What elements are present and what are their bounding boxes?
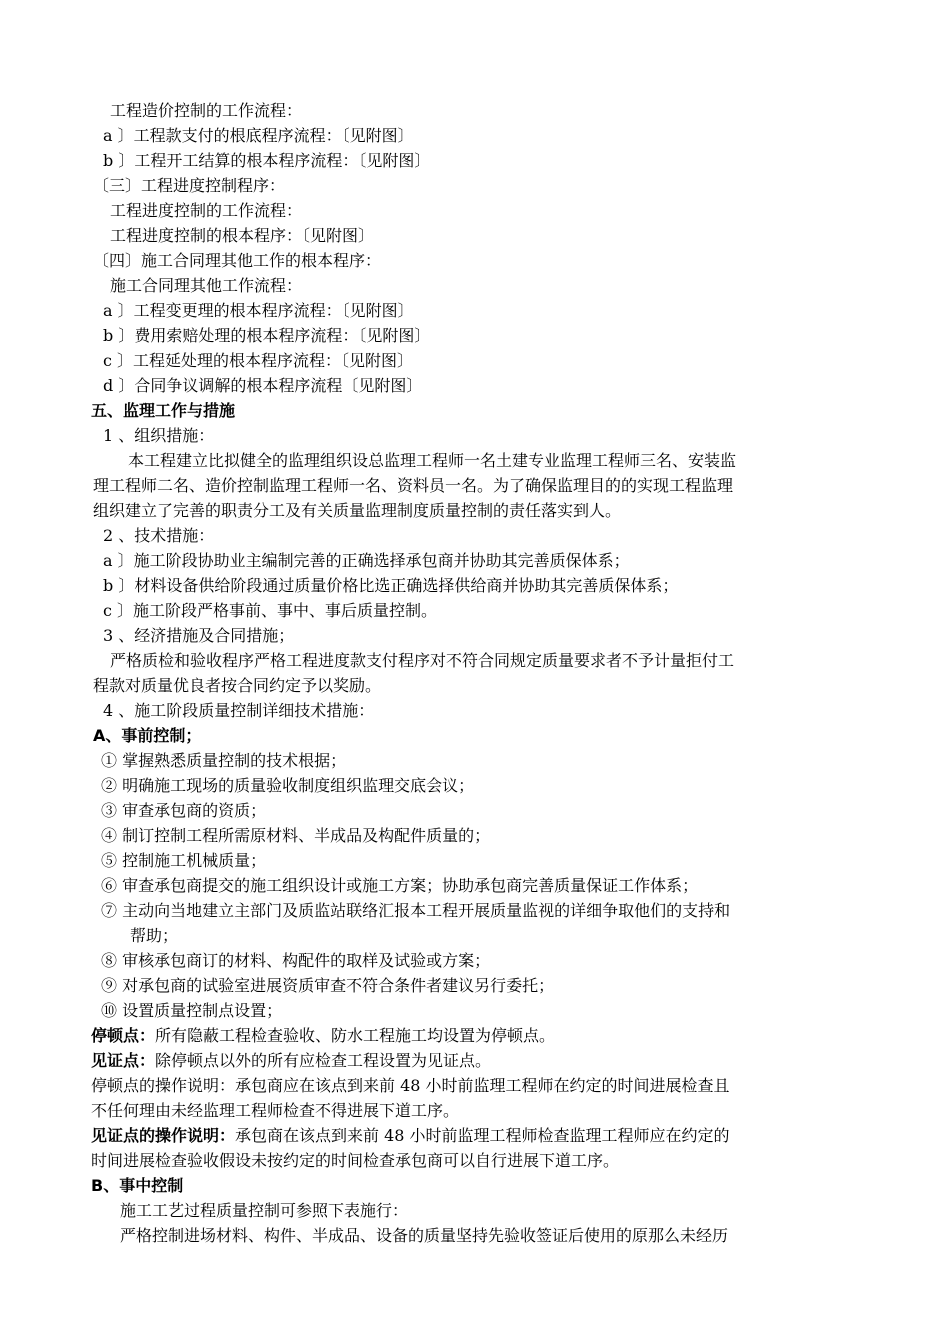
text-line: 严格控制进场材料、构件、半成品、设备的质量坚持先验收签证后使用的原那么未经历	[120, 1226, 729, 1245]
text-line: a 〕工程款支付的根底程序流程：〔见附图〕	[103, 126, 414, 145]
list-item: ⑩ 设置质量控制点设置；	[101, 1001, 283, 1020]
stop-point-text: 所有隐蔽工程检查验收、防水工程施工均设置为停顿点。	[155, 1026, 556, 1045]
text-line: 4 、施工阶段质量控制详细技术措施：	[103, 701, 375, 720]
text-line: c 〕施工阶段严格事前、事中、事后质量控制。	[103, 601, 438, 620]
list-item: ② 明确施工现场的质量验收制度组织监理交底会议；	[101, 776, 475, 795]
witness-point-text: 除停顿点以外的所有应检查工程设置为见证点。	[155, 1051, 492, 1070]
text-line: 组织建立了完善的职责分工及有关质量监理制度质量控制的责任落实到人。	[93, 501, 622, 520]
text-line: 〔三〕工程进度控制程序：	[93, 176, 286, 195]
witness-operation-text: 承包商在该点到来前 48 小时前监理工程师检查监理工程师应在约定的	[235, 1126, 730, 1145]
subsection-heading: B、事中控制	[91, 1176, 184, 1195]
list-item: ④ 制订控制工程所需原材料、半成品及构配件质量的；	[101, 826, 491, 845]
text-line: d 〕合同争议调解的根本程序流程〔见附图〕	[103, 376, 423, 395]
stop-point-label: 停顿点：	[91, 1026, 156, 1045]
text-line: a 〕施工阶段协助业主编制完善的正确选择承包商并协助其完善质保体系；	[103, 551, 630, 570]
list-item: ⑤ 控制施工机械质量；	[101, 851, 267, 870]
text-line: 施工合同理其他工作流程：	[110, 276, 303, 295]
witness-point-label: 见证点：	[91, 1051, 156, 1070]
text-line	[91, 1026, 555, 1046]
text-line	[91, 1126, 730, 1146]
text-line: b 〕材料设备供给阶段通过质量价格比选正确选择供给商并协助其完善质保体系；	[103, 576, 679, 595]
text-line: 程款对质量优良者按合同约定予以奖励。	[93, 676, 382, 695]
text-line: 3 、经济措施及合同措施；	[103, 626, 295, 645]
subsection-heading: A、事前控制；	[93, 726, 202, 745]
text-line: a 〕工程变更理的根本程序流程：〔见附图〕	[103, 301, 414, 320]
text-line: 时间进展检查验收假设未按约定的时间检查承包商可以自行进展下道工序。	[91, 1151, 620, 1170]
text-line: b 〕费用索赔处理的根本程序流程：〔见附图〕	[103, 326, 431, 345]
text-line: 不任何理由未经监理工程师检查不得进展下道工序。	[91, 1101, 460, 1120]
text-line: 理工程师二名、造价控制监理工程师一名、资料员一名。为了确保监理目的的实现工程监理	[93, 476, 734, 495]
text-line: b 〕工程开工结算的根本程序流程：〔见附图〕	[103, 151, 431, 170]
list-item: ③ 审查承包商的资质；	[101, 801, 267, 820]
list-item: ⑨ 对承包商的试验室进展资质审查不符合条件者建议另行委托；	[101, 976, 555, 995]
section-heading: 五、监理工作与措施	[91, 401, 236, 420]
text-line: 停顿点的操作说明：承包商应在该点到来前 48 小时前监理工程师在约定的时间进展检查且	[91, 1076, 730, 1095]
list-item-continuation: 帮助；	[130, 926, 179, 945]
text-line	[91, 1051, 491, 1071]
text-line: 〔四〕施工合同理其他工作的根本程序：	[93, 251, 382, 270]
text-line: 工程进度控制的工作流程：	[110, 201, 303, 220]
list-item: ⑥ 审查承包商提交的施工组织设计或施工方案；协助承包商完善质量保证工作体系；	[101, 876, 699, 895]
list-item: ⑧ 审核承包商订的材料、构配件的取样及试验或方案；	[101, 951, 491, 970]
list-item: ① 掌握熟悉质量控制的技术根据；	[101, 751, 347, 770]
text-line: 1 、组织措施：	[103, 426, 215, 445]
text-line: 工程造价控制的工作流程：	[110, 101, 303, 120]
text-line: 本工程建立比拟健全的监理组织设总监理工程师一名土建专业监理工程师三名、安装监	[128, 451, 737, 470]
text-line: 严格质检和验收程序严格工程进度款支付程序对不符合同规定质量要求者不予计量拒付工	[110, 651, 735, 670]
text-line: 施工工艺过程质量控制可参照下表施行：	[120, 1201, 409, 1220]
list-item: ⑦ 主动向当地建立主部门及质监站联络汇报本工程开展质量监视的详细争取他们的支持和	[101, 901, 731, 920]
text-line: 2 、技术措施：	[103, 526, 215, 545]
text-line: c 〕工程延处理的根本程序流程：〔见附图〕	[103, 351, 414, 370]
witness-operation-label: 见证点的操作说明：	[91, 1126, 236, 1145]
text-line: 工程进度控制的根本程序：〔见附图〕	[110, 226, 375, 245]
